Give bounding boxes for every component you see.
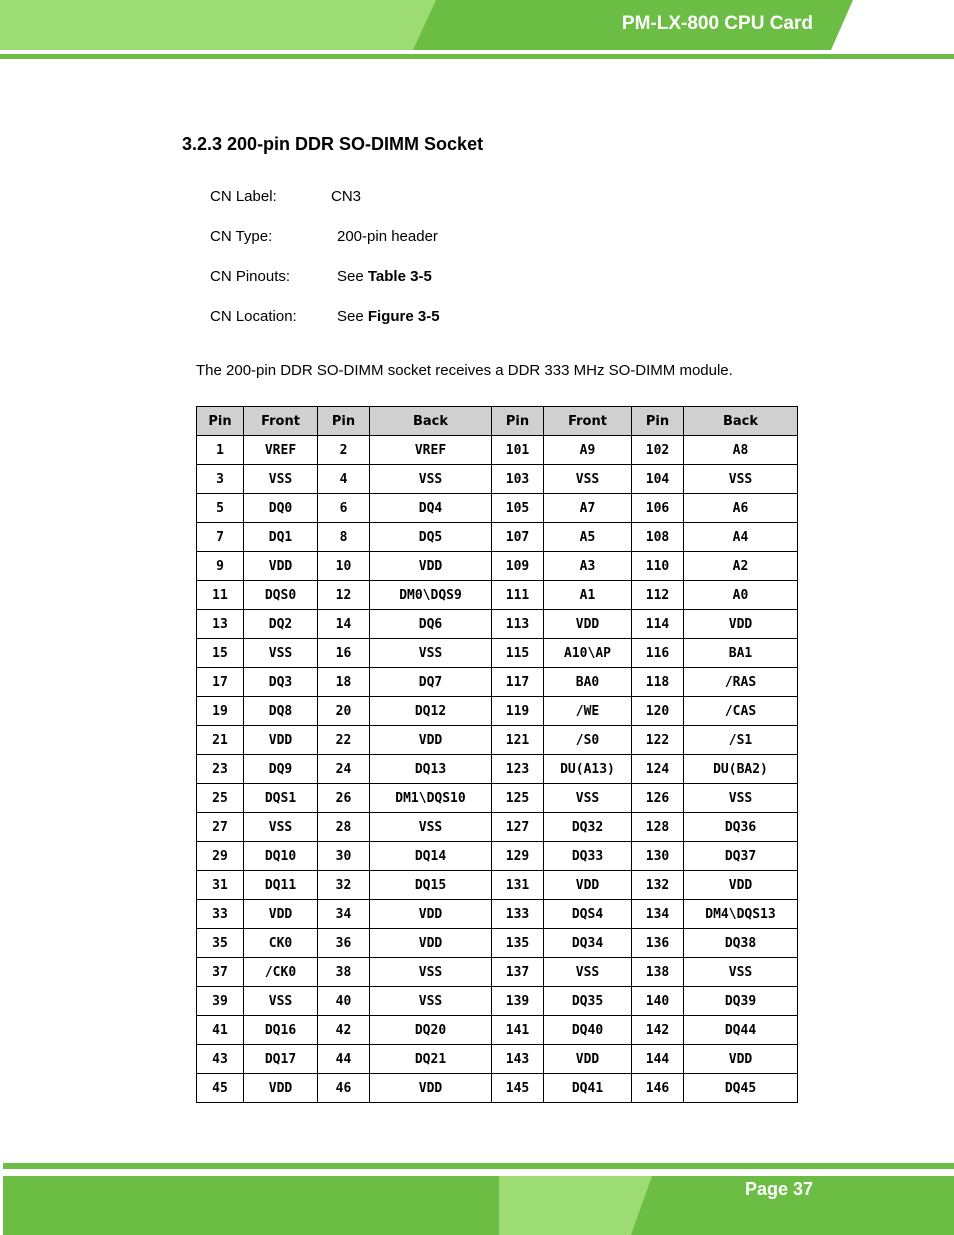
signal-name-cell: DQ11 [244, 871, 318, 900]
signal-name-cell: VSS [370, 987, 492, 1016]
signal-name-cell: A0 [684, 581, 798, 610]
footer-rule [3, 1163, 954, 1169]
signal-name-cell: DQS4 [544, 900, 632, 929]
pin-number-cell: 115 [492, 639, 544, 668]
column-header: Back [370, 407, 492, 436]
pin-number-cell: 4 [318, 465, 370, 494]
pin-number-cell: 10 [318, 552, 370, 581]
pin-number-cell: 25 [197, 784, 244, 813]
page-number: Page 37 [744, 1179, 813, 1199]
column-header: Front [244, 407, 318, 436]
signal-name-cell: DM1\DQS10 [370, 784, 492, 813]
signal-name-cell: DQ7 [370, 668, 492, 697]
signal-name-cell: VDD [244, 552, 318, 581]
signal-name-cell: A6 [684, 494, 798, 523]
pin-number-cell: 125 [492, 784, 544, 813]
signal-name-cell: DQ13 [370, 755, 492, 784]
pin-number-cell: 127 [492, 813, 544, 842]
signal-name-cell: DQ8 [244, 697, 318, 726]
signal-name-cell: VSS [684, 958, 798, 987]
signal-name-cell: VSS [544, 958, 632, 987]
signal-name-cell: VSS [244, 465, 318, 494]
pin-number-cell: 126 [632, 784, 684, 813]
signal-name-cell: A7 [544, 494, 632, 523]
column-header: Pin [318, 407, 370, 436]
signal-name-cell: DQ4 [370, 494, 492, 523]
table-row [197, 958, 798, 987]
pin-number-cell: 117 [492, 668, 544, 697]
pin-number-cell: 104 [632, 465, 684, 494]
column-header: Pin [632, 407, 684, 436]
signal-name-cell: DQ5 [370, 523, 492, 552]
pin-number-cell: 6 [318, 494, 370, 523]
pin-number-cell: 134 [632, 900, 684, 929]
pin-number-cell: 131 [492, 871, 544, 900]
signal-name-cell: VDD [244, 900, 318, 929]
signal-name-cell: DQ2 [244, 610, 318, 639]
pin-number-cell: 17 [197, 668, 244, 697]
pin-number-cell: 9 [197, 552, 244, 581]
pin-number-cell: 130 [632, 842, 684, 871]
signal-name-cell: DQ34 [544, 929, 632, 958]
signal-name-cell: VSS [684, 465, 798, 494]
pin-number-cell: 144 [632, 1045, 684, 1074]
signal-name-cell: VDD [244, 726, 318, 755]
signal-name-cell: DQS1 [244, 784, 318, 813]
pin-number-cell: 43 [197, 1045, 244, 1074]
signal-name-cell: VSS [544, 465, 632, 494]
table-row [197, 668, 798, 697]
signal-name-cell: VDD [370, 900, 492, 929]
column-header: Back [684, 407, 798, 436]
pin-number-cell: 105 [492, 494, 544, 523]
signal-name-cell: DQ0 [244, 494, 318, 523]
table-row [197, 871, 798, 900]
pin-number-cell: 103 [492, 465, 544, 494]
pin-number-cell: 109 [492, 552, 544, 581]
pin-number-cell: 123 [492, 755, 544, 784]
pin-number-cell: 26 [318, 784, 370, 813]
signal-name-cell: VSS [370, 639, 492, 668]
pin-number-cell: 137 [492, 958, 544, 987]
pin-number-cell: 34 [318, 900, 370, 929]
cn-location-prefix: See [337, 308, 364, 325]
signal-name-cell: BA1 [684, 639, 798, 668]
signal-name-cell: DM4\DQS13 [684, 900, 798, 929]
pin-number-cell: 14 [318, 610, 370, 639]
signal-name-cell: VDD [544, 1045, 632, 1074]
pin-number-cell: 2 [318, 436, 370, 465]
signal-name-cell: A9 [544, 436, 632, 465]
signal-name-cell: DQ21 [370, 1045, 492, 1074]
figure-reference-link[interactable]: Figure 3-5 [367, 308, 440, 325]
pin-number-cell: 124 [632, 755, 684, 784]
cn-type-value: 200-pin header [337, 228, 438, 245]
table-row [197, 987, 798, 1016]
signal-name-cell: VSS [370, 813, 492, 842]
pin-number-cell: 141 [492, 1016, 544, 1045]
signal-name-cell: DQ3 [244, 668, 318, 697]
pin-number-cell: 142 [632, 1016, 684, 1045]
pin-number-cell: 135 [492, 929, 544, 958]
signal-name-cell: /CK0 [244, 958, 318, 987]
pin-number-cell: 36 [318, 929, 370, 958]
pin-number-cell: 30 [318, 842, 370, 871]
pin-number-cell: 138 [632, 958, 684, 987]
signal-name-cell: DQ41 [544, 1074, 632, 1103]
table-row [197, 1016, 798, 1045]
signal-name-cell: DQ15 [370, 871, 492, 900]
signal-name-cell: VREF [370, 436, 492, 465]
signal-name-cell: A10\AP [544, 639, 632, 668]
signal-name-cell: VDD [370, 1074, 492, 1103]
table-row [197, 581, 798, 610]
pin-number-cell: 16 [318, 639, 370, 668]
pin-number-cell: 145 [492, 1074, 544, 1103]
signal-name-cell: VDD [244, 1074, 318, 1103]
cn-location-value [337, 308, 440, 325]
table-reference-link[interactable]: Table 3-5 [367, 268, 432, 285]
signal-name-cell: VDD [544, 610, 632, 639]
signal-name-cell: DQ20 [370, 1016, 492, 1045]
pin-number-cell: 35 [197, 929, 244, 958]
column-header: Front [544, 407, 632, 436]
pin-number-cell: 33 [197, 900, 244, 929]
pin-number-cell: 21 [197, 726, 244, 755]
signal-name-cell: VSS [244, 813, 318, 842]
pin-number-cell: 38 [318, 958, 370, 987]
pin-number-cell: 107 [492, 523, 544, 552]
signal-name-cell: VSS [244, 639, 318, 668]
pin-number-cell: 7 [197, 523, 244, 552]
signal-name-cell: DQ39 [684, 987, 798, 1016]
signal-name-cell: VDD [544, 871, 632, 900]
pin-number-cell: 28 [318, 813, 370, 842]
signal-name-cell: A8 [684, 436, 798, 465]
pin-number-cell: 27 [197, 813, 244, 842]
signal-name-cell: A3 [544, 552, 632, 581]
signal-name-cell: DQS0 [244, 581, 318, 610]
pin-number-cell: 12 [318, 581, 370, 610]
pin-number-cell: 106 [632, 494, 684, 523]
pin-number-cell: 118 [632, 668, 684, 697]
signal-name-cell: VSS [684, 784, 798, 813]
signal-name-cell: DQ9 [244, 755, 318, 784]
signal-name-cell: DU(A13) [544, 755, 632, 784]
header-rule [0, 54, 954, 59]
signal-name-cell: VDD [684, 610, 798, 639]
pinout-table [196, 406, 798, 1103]
footer-band-light [499, 1176, 652, 1235]
pin-number-cell: 42 [318, 1016, 370, 1045]
signal-name-cell: DQ17 [244, 1045, 318, 1074]
signal-name-cell: /WE [544, 697, 632, 726]
signal-name-cell: DQ12 [370, 697, 492, 726]
signal-name-cell: DQ10 [244, 842, 318, 871]
pin-number-cell: 113 [492, 610, 544, 639]
signal-name-cell: VDD [370, 726, 492, 755]
signal-name-cell: DQ38 [684, 929, 798, 958]
signal-name-cell: VDD [370, 929, 492, 958]
pin-number-cell: 31 [197, 871, 244, 900]
pin-number-cell: 44 [318, 1045, 370, 1074]
signal-name-cell: DQ33 [544, 842, 632, 871]
signal-name-cell: /S0 [544, 726, 632, 755]
table-header-row [197, 407, 798, 436]
pin-number-cell: 3 [197, 465, 244, 494]
document-title: PM-LX-800 CPU Card [621, 13, 813, 34]
signal-name-cell: DQ40 [544, 1016, 632, 1045]
pin-number-cell: 22 [318, 726, 370, 755]
signal-name-cell: DQ45 [684, 1074, 798, 1103]
cn-pinouts-prefix: See [337, 268, 364, 285]
pin-number-cell: 101 [492, 436, 544, 465]
signal-name-cell: BA0 [544, 668, 632, 697]
signal-name-cell: DU(BA2) [684, 755, 798, 784]
signal-name-cell: DQ1 [244, 523, 318, 552]
table-row [197, 697, 798, 726]
table-row [197, 784, 798, 813]
pin-number-cell: 143 [492, 1045, 544, 1074]
pin-number-cell: 24 [318, 755, 370, 784]
table-row [197, 813, 798, 842]
table-row [197, 552, 798, 581]
pin-number-cell: 8 [318, 523, 370, 552]
pin-number-cell: 119 [492, 697, 544, 726]
table-row [197, 726, 798, 755]
table-row [197, 900, 798, 929]
pin-number-cell: 108 [632, 523, 684, 552]
signal-name-cell: A5 [544, 523, 632, 552]
table-row [197, 465, 798, 494]
column-header: Pin [197, 407, 244, 436]
pin-number-cell: 110 [632, 552, 684, 581]
pin-number-cell: 19 [197, 697, 244, 726]
pin-number-cell: 112 [632, 581, 684, 610]
cn-pinouts-key: CN Pinouts: [210, 268, 291, 285]
table-row [197, 523, 798, 552]
pin-number-cell: 23 [197, 755, 244, 784]
cn-location-key: CN Location: [210, 308, 297, 325]
pin-number-cell: 146 [632, 1074, 684, 1103]
pin-number-cell: 18 [318, 668, 370, 697]
pin-number-cell: 136 [632, 929, 684, 958]
pin-number-cell: 46 [318, 1074, 370, 1103]
pin-number-cell: 140 [632, 987, 684, 1016]
pin-number-cell: 114 [632, 610, 684, 639]
pin-number-cell: 29 [197, 842, 244, 871]
signal-name-cell: VREF [244, 436, 318, 465]
signal-name-cell: VSS [244, 987, 318, 1016]
signal-name-cell: /RAS [684, 668, 798, 697]
header-band-light [0, 0, 440, 50]
signal-name-cell: DQ6 [370, 610, 492, 639]
signal-name-cell: VDD [684, 871, 798, 900]
pin-number-cell: 41 [197, 1016, 244, 1045]
signal-name-cell: DQ14 [370, 842, 492, 871]
pin-number-cell: 37 [197, 958, 244, 987]
pin-number-cell: 132 [632, 871, 684, 900]
pin-number-cell: 122 [632, 726, 684, 755]
pin-number-cell: 111 [492, 581, 544, 610]
signal-name-cell: DQ16 [244, 1016, 318, 1045]
pin-number-cell: 102 [632, 436, 684, 465]
signal-name-cell: DQ44 [684, 1016, 798, 1045]
table-row [197, 436, 798, 465]
table-row [197, 639, 798, 668]
signal-name-cell: VDD [370, 552, 492, 581]
cn-pinouts-value [337, 268, 432, 285]
table-row [197, 842, 798, 871]
pin-number-cell: 20 [318, 697, 370, 726]
signal-name-cell: A1 [544, 581, 632, 610]
section-title: 3.2.3 200-pin DDR SO-DIMM Socket [182, 134, 484, 154]
pin-number-cell: 11 [197, 581, 244, 610]
table-row [197, 610, 798, 639]
cn-label-value: CN3 [331, 188, 362, 205]
signal-name-cell: A4 [684, 523, 798, 552]
cn-type-key: CN Type: [210, 228, 273, 245]
pin-number-cell: 133 [492, 900, 544, 929]
table-row [197, 494, 798, 523]
cn-label-key: CN Label: [210, 188, 277, 205]
table-row [197, 755, 798, 784]
pin-number-cell: 139 [492, 987, 544, 1016]
description-paragraph: The 200-pin DDR SO-DIMM socket receives a DDR 333 MHz SO-DIMM module. [196, 362, 733, 379]
signal-name-cell: DQ32 [544, 813, 632, 842]
pin-number-cell: 5 [197, 494, 244, 523]
signal-name-cell: VSS [544, 784, 632, 813]
pin-number-cell: 15 [197, 639, 244, 668]
pin-number-cell: 32 [318, 871, 370, 900]
table-row [197, 1074, 798, 1103]
pin-number-cell: 129 [492, 842, 544, 871]
signal-name-cell: VSS [370, 958, 492, 987]
pin-number-cell: 13 [197, 610, 244, 639]
column-header: Pin [492, 407, 544, 436]
pin-number-cell: 45 [197, 1074, 244, 1103]
pin-number-cell: 120 [632, 697, 684, 726]
signal-name-cell: /CAS [684, 697, 798, 726]
table-row [197, 929, 798, 958]
pin-number-cell: 116 [632, 639, 684, 668]
pin-number-cell: 121 [492, 726, 544, 755]
pin-number-cell: 1 [197, 436, 244, 465]
signal-name-cell: A2 [684, 552, 798, 581]
pin-number-cell: 40 [318, 987, 370, 1016]
signal-name-cell: VSS [370, 465, 492, 494]
signal-name-cell: DQ37 [684, 842, 798, 871]
pin-number-cell: 39 [197, 987, 244, 1016]
signal-name-cell: CK0 [244, 929, 318, 958]
signal-name-cell: VDD [684, 1045, 798, 1074]
signal-name-cell: DM0\DQS9 [370, 581, 492, 610]
pin-number-cell: 128 [632, 813, 684, 842]
signal-name-cell: /S1 [684, 726, 798, 755]
table-row [197, 1045, 798, 1074]
signal-name-cell: DQ35 [544, 987, 632, 1016]
signal-name-cell: DQ36 [684, 813, 798, 842]
